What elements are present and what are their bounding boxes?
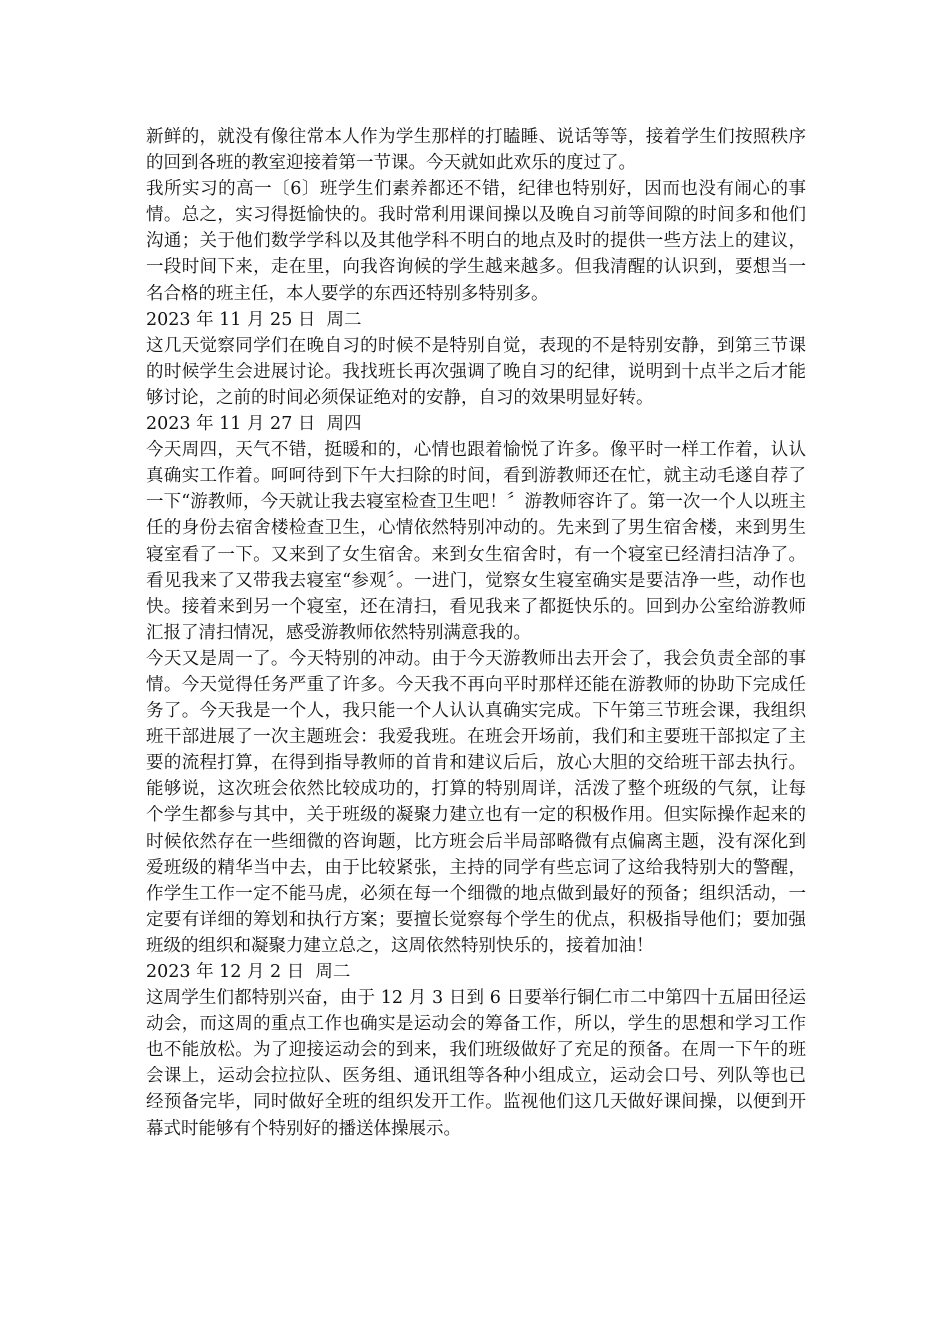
paragraph-evening-study: 这几天觉察同学们在晚自习的时候不是特别自觉，表现的不是特别安静，到第三节课的时候学生会进展讨论。我找班长再次强调了晚自习的纪律，说明到十点半之后才能够讨论，之前的时间必须保证绝对的安静，自习的效果明显好转。	[146, 335, 806, 408]
diary-date-nov-27: 2023 年 11 月 27 日 周四	[146, 414, 362, 435]
paragraph-sports-meet: 这周学生们都特别兴奋，由于 12 月 3 日到 6 日要举行铜仁市二中第四十五届田径运动会，而这周的重点工作也确实是运动会的筹备工作，所以，学生的思想和学习工作也不能放松。为了迎接运动会的到来，我们班级做好了充足的预备。在周一下午的班会课上，运动会拉拉队、医务组、通讯组等各种小组成立，运动会口号、列队等也已经预备完毕，同时做好全班的组织发开工作。监视他们这几天做好课间操，以便到开幕式时能够有个特别好的播送体操展示。	[146, 988, 806, 1139]
document-page	[146, 124, 806, 1142]
diary-date-nov-25: 2023 年 11 月 25 日 周二	[146, 309, 362, 330]
paragraph-opening: 新鲜的，就没有像往常本人作为学生那样的打瞌睡、说话等等，接着学生们按照秩序的回到各班的教室迎接着第一节课。今天就如此欢乐的度过了。	[146, 127, 806, 174]
paragraph-dorm-inspection: 今天周四，天气不错，挺暖和的，心情也跟着愉悦了许多。像平时一样工作着，认认真确实工作着。呵呵待到下午大扫除的时间，看到游教师还在忙，就主动毛遂自荐了一下“游教师，今天就让我去寝室检查卫生吧！〞游教师容许了。第一次一个人以班主任的身份去宿舍楼检查卫生，心情依然特别冲动的。先来到了男生宿舍楼，来到男生寝室看了一下。又来到了女生宿舍。来到女生宿舍时，有一个寝室已经清扫洁净了。看见我来了又带我去寝室“参观〞。一进门，觉察女生寝室确实是要洁净一些，动作也快。接着来到另一个寝室，还在清扫，看见我来了都挺快乐的。回到办公室给游教师汇报了清扫情况，感受游教师依然特别满意我的。	[146, 440, 806, 643]
diary-date-dec-2: 2023 年 12 月 2 日 周二	[146, 962, 351, 982]
paragraph-class-meeting: 今天又是周一了。今天特别的冲动。由于今天游教师出去开会了，我会负责全部的事情。今天觉得任务严重了许多。今天我不再向平时那样还能在游教师的协助下完成任务了。今天我是一个人，我只能一个人认认真确实完成。下午第三节班会课，我组织班干部进展了一次主题班会：我爱我班。在班会开场前，我们和主要班干部拟定了主要的流程打算，在得到指导教师的首肯和建议后后，放心大胆的交给班干部去执行。能够说，这次班会依然比较成功的，打算的特别周详，活泼了整个班级的气氛，让每个学生都参与其中，关于班级的凝聚力建立也有一定的积极作用。但实际操作起来的时候依然存在一些细微的咨询题，比方班会后半局部略微有点偏离主题，没有深化到爱班级的精华当中去，由于比较紧张，主持的同学有些忘词了这给我特别大的警醒，作学生工作一定不能马虎，必须在每一个细微的地点做到最好的预备；组织活动，一定要有详细的筹划和执行方案；要擅长觉察每个学生的优点，积极指导他们；要加强班级的组织和凝聚力建立总之，这周依然特别快乐的，接着加油！	[146, 648, 806, 956]
paragraph-class-internship: 我所实习的高一〔6〕班学生们素养都还不错，纪律也特别好，因而也没有闹心的事情。总之，实习得挺愉快的。我时常利用课间操以及晚自习前等间隙的时间多和他们沟通；关于他们数学学科以及其他学科不明白的地点及时的提供一些方法上的建议，一段时间下来，走在里，向我咨询候的学生越来越多。但我清醒的认识到，要想当一名合格的班主任，本人要学的东西还特别多特别多。	[146, 179, 806, 304]
